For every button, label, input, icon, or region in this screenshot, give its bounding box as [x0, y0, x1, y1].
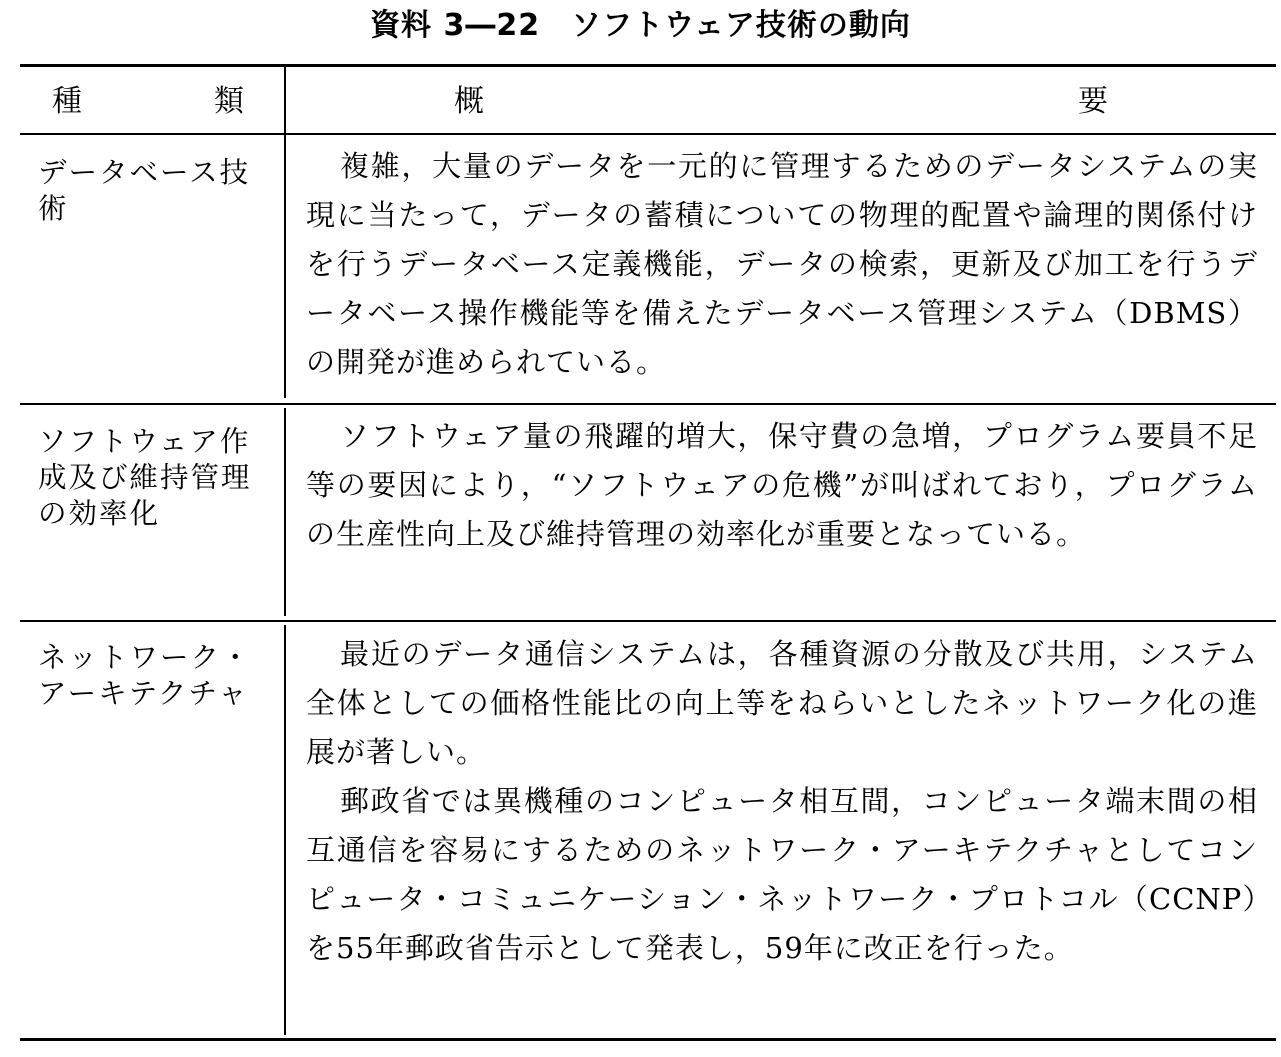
- header-bottom-rule: [20, 133, 1276, 135]
- row-divider-2: [20, 620, 1276, 622]
- row-2-category: ソフトウェア作成及び維持管理の効率化: [38, 425, 252, 530]
- document-title: 資料 3―22 ソフトウェア技術の動向: [370, 8, 911, 43]
- row-2-description: [306, 412, 1258, 559]
- column-separator-row-1: [284, 135, 286, 398]
- table-top-rule: [20, 64, 1276, 67]
- header-type-char-2: 類: [214, 84, 244, 119]
- row-2-paragraph-1: ソフトウェア量の飛躍的増大，保守費の急増，プログラム要員不足等の要因により，“ソフトウェアの危機”が叫ばれており，プログラムの生産性向上及び維持管理の効率化が重要となっている。: [306, 419, 1258, 551]
- row-3-category: ネットワーク・アーキテクチャ: [38, 641, 252, 710]
- header-summary-char-2: 要: [1078, 84, 1108, 119]
- column-separator-row-3: [284, 625, 286, 1035]
- row-3-paragraph-2: 郵政省では異機種のコンピュータ相互間，コンピュータ端末間の相互通信を容易にするためのネットワーク・アーキテクチャとしてコンピュータ・コミュニケーション・ネットワーク・プロトコル（CCNP）を55年郵政省告示として発表し，59年に改正を行った。: [306, 784, 1258, 965]
- header-type-char-1: 種: [52, 84, 82, 119]
- header-summary-char-1: 概: [454, 84, 484, 119]
- column-separator-row-2: [284, 408, 286, 616]
- column-separator-header: [284, 67, 286, 133]
- row-1-category: データベース技術: [38, 156, 251, 225]
- row-divider-1: [20, 403, 1276, 405]
- row-1-description: [306, 142, 1258, 387]
- table-bottom-rule: [20, 1038, 1276, 1041]
- row-3-paragraph-1: 最近のデータ通信システムは，各種資源の分散及び共用，システム全体としての価格性能比の向上等をねらいとしたネットワーク化の進展が著しい。: [306, 637, 1258, 769]
- row-1-paragraph-1: 複雑，大量のデータを一元的に管理するためのデータシステムの実現に当たって，データの蓄積についての物理的配置や論理的関係付けを行うデータベース定義機能，データの検索，更新及び加工を行うデータベース操作機能等を備えたデータベース管理システム（DBMS）の開発が進められている。: [306, 149, 1258, 379]
- row-3-description: [306, 630, 1258, 973]
